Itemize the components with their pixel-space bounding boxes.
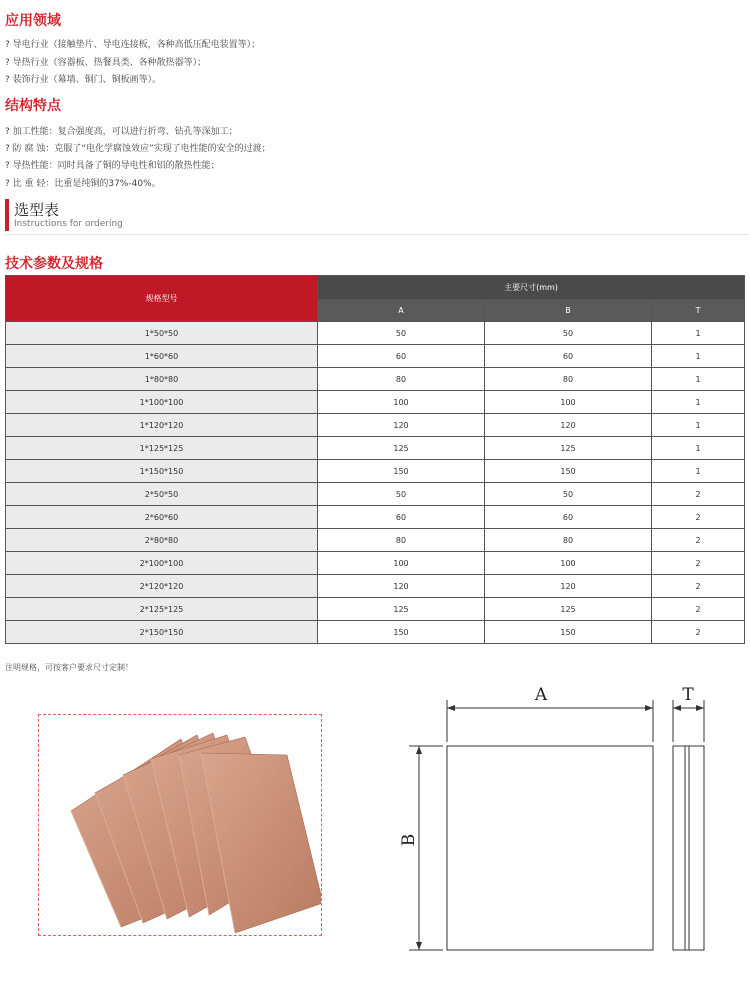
cell-model: 1*125*125 [6,437,318,460]
features-title: 结构特点 [5,98,61,114]
cell-a: 60 [318,345,485,368]
col-header-dimensions: 主要尺寸(mm) [318,276,745,300]
cell-model: 1*60*60 [6,345,318,368]
custom-size-note: 注明规格，可按客户要求尺寸定制！ [5,663,133,672]
cell-t: 1 [652,460,745,483]
cell-t: 1 [652,368,745,391]
cell-a: 120 [318,414,485,437]
label-b: B [399,833,419,847]
cell-model: 2*150*150 [6,621,318,644]
cell-model: 1*100*100 [6,391,318,414]
dimension-diagram [395,680,725,960]
cell-model: 2*50*50 [6,483,318,506]
copper-sheets-image [39,715,322,936]
cell-a: 80 [318,529,485,552]
label-a: A [534,685,548,705]
cell-model: 2*120*120 [6,575,318,598]
label-t: T [682,685,694,705]
cell-t: 1 [652,322,745,345]
table-row [6,460,745,483]
col-header-a: A [318,300,485,322]
table-row [6,437,745,460]
cell-t: 1 [652,414,745,437]
ordering-title: 选型表 [14,201,60,219]
table-row [6,345,745,368]
features-line-1: ? 加工性能：复合强度高，可以进行折弯、钻孔等深加工； [5,127,238,137]
cell-t: 2 [652,621,745,644]
col-header-t: T [652,300,745,322]
cell-b: 60 [485,506,652,529]
cell-b: 120 [485,575,652,598]
cell-b: 150 [485,460,652,483]
table-row [6,483,745,506]
cell-model: 1*120*120 [6,414,318,437]
application-line-3: ? 装饰行业（幕墙、铜门、铜板画等）。 [5,75,162,85]
cell-t: 2 [652,552,745,575]
table-row [6,368,745,391]
table-row [6,391,745,414]
application-line-1: ? 导电行业（接触垫片、导电连接板，各种高低压配电装置等）； [5,40,261,50]
features-line-4: ? 比 重 轻：比重是纯铜的37%-40%。 [5,179,161,189]
cell-t: 2 [652,575,745,598]
cell-b: 120 [485,414,652,437]
table-row [6,575,745,598]
table-row [6,506,745,529]
cell-model: 1*80*80 [6,368,318,391]
cell-model: 2*100*100 [6,552,318,575]
cell-t: 2 [652,598,745,621]
table-row [6,322,745,345]
cell-a: 60 [318,506,485,529]
cell-model: 1*50*50 [6,322,318,345]
features-line-3: ? 导热性能：同时具备了铜的导电性和铝的散热性能； [5,161,220,171]
cell-model: 1*150*150 [6,460,318,483]
features-line-2: ? 防 腐 蚀：克服了“电化学腐蚀效应”实现了电性能的安全的过渡； [5,144,271,154]
cell-b: 150 [485,621,652,644]
cell-b: 50 [485,483,652,506]
table-row [6,414,745,437]
ordering-header [5,197,749,235]
spec-table [5,275,745,644]
cell-b: 125 [485,437,652,460]
col-header-model: 规格型号 [6,276,318,322]
cell-model: 2*80*80 [6,529,318,552]
ordering-accent-bar [5,199,9,231]
cell-b: 80 [485,529,652,552]
table-row [6,529,745,552]
cell-a: 50 [318,483,485,506]
cell-b: 50 [485,322,652,345]
table-row [6,598,745,621]
spec-table-body [6,322,745,644]
cell-a: 120 [318,575,485,598]
cell-t: 1 [652,345,745,368]
product-photo-frame [38,714,322,936]
cell-t: 1 [652,437,745,460]
col-header-b: B [485,300,652,322]
cell-model: 2*125*125 [6,598,318,621]
spec-title: 技术参数及规格 [5,256,103,272]
cell-a: 150 [318,621,485,644]
cell-a: 125 [318,598,485,621]
cell-a: 100 [318,552,485,575]
cell-a: 80 [318,368,485,391]
application-title: 应用领域 [5,13,61,29]
cell-a: 150 [318,460,485,483]
table-row [6,621,745,644]
cell-a: 50 [318,322,485,345]
cell-b: 80 [485,368,652,391]
cell-t: 2 [652,506,745,529]
cell-model: 2*60*60 [6,506,318,529]
cell-b: 100 [485,552,652,575]
cell-t: 2 [652,483,745,506]
plate-front-view [447,746,653,950]
table-row [6,552,745,575]
cell-a: 100 [318,391,485,414]
cell-a: 125 [318,437,485,460]
cell-b: 125 [485,598,652,621]
cell-b: 100 [485,391,652,414]
application-line-2: ? 导热行业（容器板、热餐具类、各种散热器等）； [5,58,207,68]
cell-t: 2 [652,529,745,552]
cell-t: 1 [652,391,745,414]
cell-b: 60 [485,345,652,368]
ordering-subtitle: Instructions for ordering [14,219,123,229]
